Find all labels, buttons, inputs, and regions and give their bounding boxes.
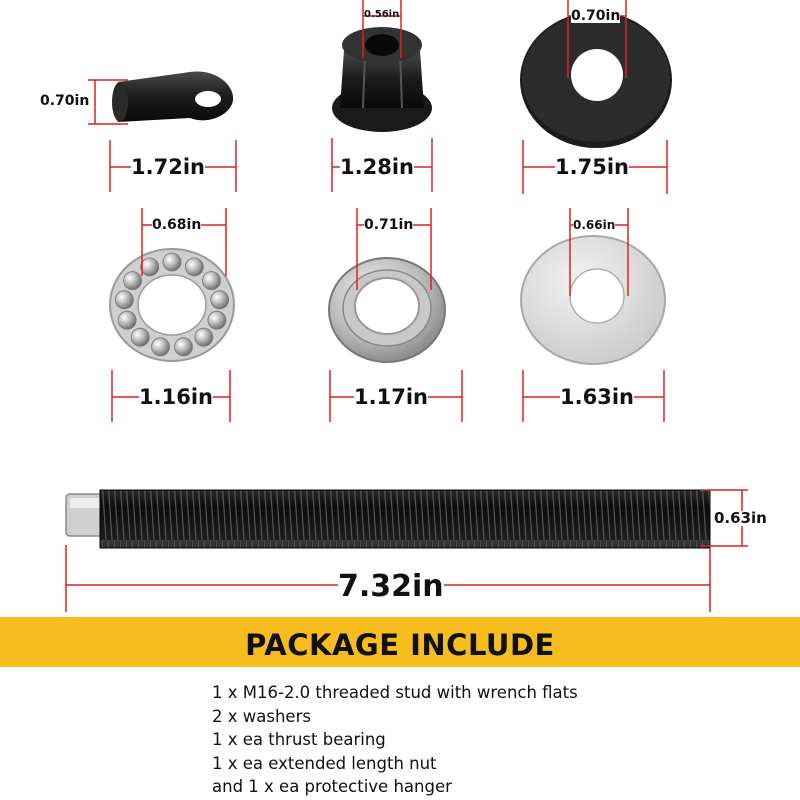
stud-diameter-label: 0.63in	[714, 509, 767, 527]
black-washer-hole-label: 0.70in	[571, 8, 621, 24]
bearing-ball	[124, 272, 142, 290]
bearing-ball	[163, 253, 181, 271]
bearing-ball	[195, 328, 213, 346]
threaded-stud-image	[66, 490, 710, 548]
bearing-hole-label: 0.68in	[152, 217, 202, 233]
flat-washer-width-label: 1.63in	[560, 385, 634, 409]
bearing-ball	[185, 258, 203, 276]
protective-hanger-image	[112, 72, 233, 122]
bearing-ball	[175, 338, 193, 356]
bearing-ball	[131, 328, 149, 346]
package-title: PACKAGE INCLUDE	[245, 628, 555, 662]
hanger-height-label: 0.70in	[40, 93, 90, 109]
list-item: 1 x ea extended length nut	[212, 753, 437, 773]
list-item: 1 x M16-2.0 threaded stud with wrench flats	[212, 683, 578, 702]
steel-washer-hole-label: 0.71in	[364, 217, 414, 233]
list-item: 2 x washers	[212, 706, 311, 726]
bearing-ball	[208, 311, 226, 329]
hanger-length-label: 1.72in	[131, 155, 205, 179]
stainless-washer-image	[329, 258, 445, 362]
bearing-ball	[211, 291, 229, 309]
steel-washer-width-label: 1.17in	[354, 385, 428, 409]
flange-nut-image	[332, 27, 432, 132]
flat-washer-hole-label: 0.66in	[573, 218, 616, 232]
bearing-ball	[152, 338, 170, 356]
thrust-bearing-image	[110, 249, 234, 361]
bearing-ball	[141, 258, 159, 276]
nut-hole-label: 0.56in	[364, 9, 400, 20]
black-washer-image	[520, 12, 672, 148]
list-item: 1 x ea thrust bearing	[212, 730, 386, 749]
black-washer-width-label: 1.75in	[555, 155, 629, 179]
bearing-ball	[115, 291, 133, 309]
package-contents-list	[212, 681, 578, 799]
bearing-ball	[118, 311, 136, 329]
bearing-ball	[203, 272, 221, 290]
nut-width-label: 1.28in	[340, 155, 414, 179]
stud-length-label: 7.32in	[338, 569, 444, 604]
bearing-width-label: 1.16in	[139, 385, 213, 409]
flat-washer-image	[521, 236, 665, 364]
list-item: and 1 x ea protective hanger	[212, 777, 452, 796]
